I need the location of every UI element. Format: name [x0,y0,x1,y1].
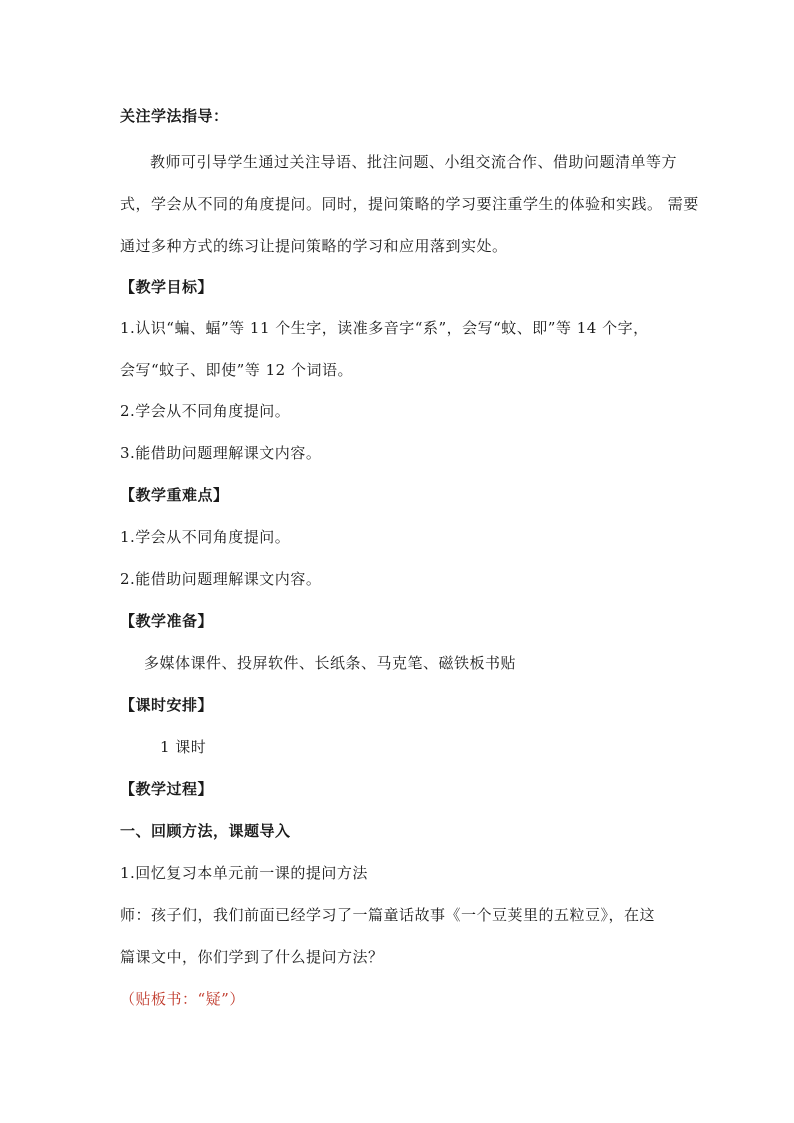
key-point-2: 2.能借助问题理解课文内容。 [120,570,322,588]
key-points-heading: 【教学重难点】 [120,486,229,504]
teaching-goals-heading: 【教学目标】 [120,278,214,296]
method-guidance-line-2: 式，学会从不同的角度提问。同时，提问策略的学习要注重学生的体验和实践。 需要 [120,195,699,213]
schedule-heading: 【课时安排】 [120,696,214,714]
teacher-line-2: 篇课文中，你们学到了什么提问方法？ [120,948,384,966]
teaching-goal-3: 3.能借助问题理解课文内容。 [120,444,322,462]
key-point-1: 1.学会从不同角度提问。 [120,528,291,546]
teaching-goal-2: 2.学会从不同角度提问。 [120,402,291,420]
process-section-title: 一、回顾方法，课题导入 [120,822,291,840]
schedule-text: 1 课时 [160,738,207,756]
method-guidance-line-3: 通过多种方式的练习让提问策略的学习和应用落到实处。 [120,237,508,255]
method-guidance-heading: 关注学法指导： [120,107,229,125]
board-note: （贴板书：“疑”） [120,990,245,1008]
process-heading: 【教学过程】 [120,780,214,798]
method-guidance-line-1: 教师可引导学生通过关注导语、批注问题、小组交流合作、借助问题清单等方 [150,153,678,171]
teaching-goal-1: 1.认识“蝙、蝠”等 11 个生字，读准多音字“系”，会写“蚊、即”等 14 个字， [120,319,649,337]
teacher-line-1: 师：孩子们，我们前面已经学习了一篇童话故事《一个豆荚里的五粒豆》，在这 [120,906,656,924]
preparation-text: 多媒体课件、投屏软件、长纸条、马克笔、磁铁板书贴 [144,654,517,672]
preparation-heading: 【教学准备】 [120,612,214,630]
process-step-1: 1.回忆复习本单元前一课的提问方法 [120,864,368,882]
teaching-goal-1-continued: 会写“蚊子、即使”等 12 个词语。 [120,361,353,379]
